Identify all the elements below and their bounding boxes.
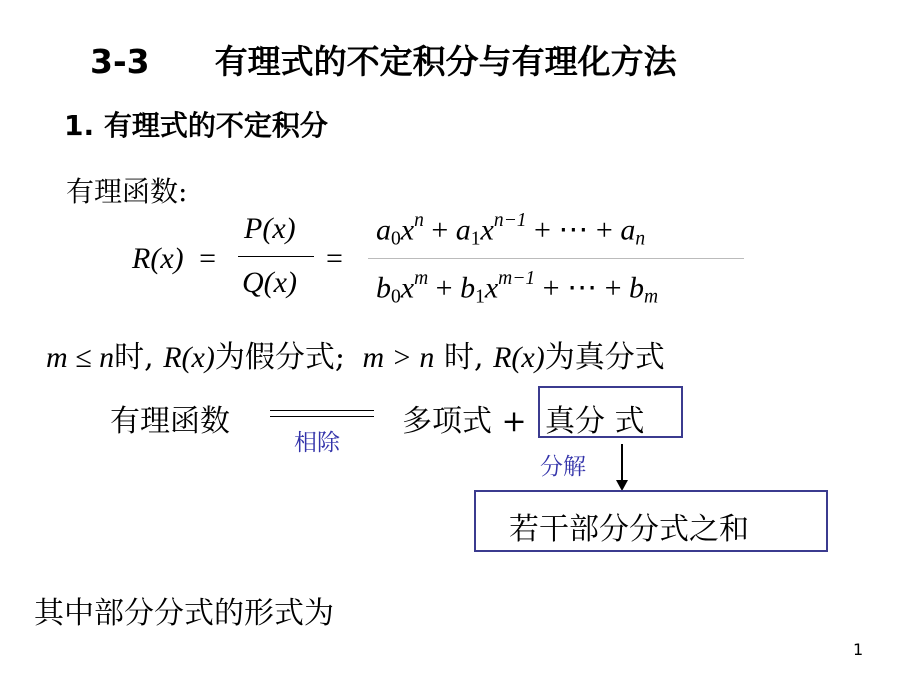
fraction-bar-pq xyxy=(238,256,314,257)
divide-label: 相除 xyxy=(294,430,340,456)
fraction-bar-polynomial xyxy=(368,258,744,259)
proper-fraction-label: 真分 式 xyxy=(545,404,645,439)
decomp-rational: 有理函数 xyxy=(110,404,230,439)
formula-eq-1: = xyxy=(199,242,217,275)
formula-eq-2: = xyxy=(326,242,343,275)
rational-function-label: 有理函数: xyxy=(66,175,188,208)
divide-double-line-bottom xyxy=(270,416,374,417)
formula-lhs xyxy=(132,242,216,276)
formula-q-denominator: Q(x) xyxy=(242,266,297,299)
condition-rx-2: R(x) xyxy=(493,341,545,374)
denominator-polynomial: $b_0x^m + b_1x^{m-1}$ + ⋯ + $b_m$ xyxy=(376,268,659,308)
formula-p-numerator: P(x) xyxy=(244,212,296,245)
page-number: 1 xyxy=(853,640,864,659)
page-title xyxy=(90,36,677,83)
decomp-polynomial: 多项式 + xyxy=(402,404,527,439)
numerator-polynomial: $a_0x^n + a_1x^{n-1}$ + ⋯ + $a_n$ xyxy=(376,210,646,250)
decompose-arrow-icon xyxy=(612,444,632,492)
divide-double-line-top xyxy=(270,410,374,411)
partial-fraction-sum-label: 若干部分分式之和 xyxy=(509,512,749,547)
condition-1: m ≤ n xyxy=(46,341,115,374)
decompose-label: 分解 xyxy=(540,454,586,480)
condition-line: m ≤ n时, R(x)为假分式; m > n 时, R(x)为真分式 xyxy=(46,340,665,375)
proper-fraction-text: 为真分式 xyxy=(544,340,665,375)
title-text: 有理式的不定积分与有理化方法 xyxy=(214,42,677,81)
section-heading: 1. 有理式的不定积分 xyxy=(64,109,328,142)
formula-lhs-rx: R(x) xyxy=(132,242,184,275)
footer-note: 其中部分分式的形式为 xyxy=(34,596,334,631)
condition-rx-1: R(x) xyxy=(163,341,215,374)
title-number: 3-3 xyxy=(90,42,150,81)
condition-2: m > n xyxy=(362,341,435,374)
improper-fraction-text: 为假分式; xyxy=(214,340,345,375)
